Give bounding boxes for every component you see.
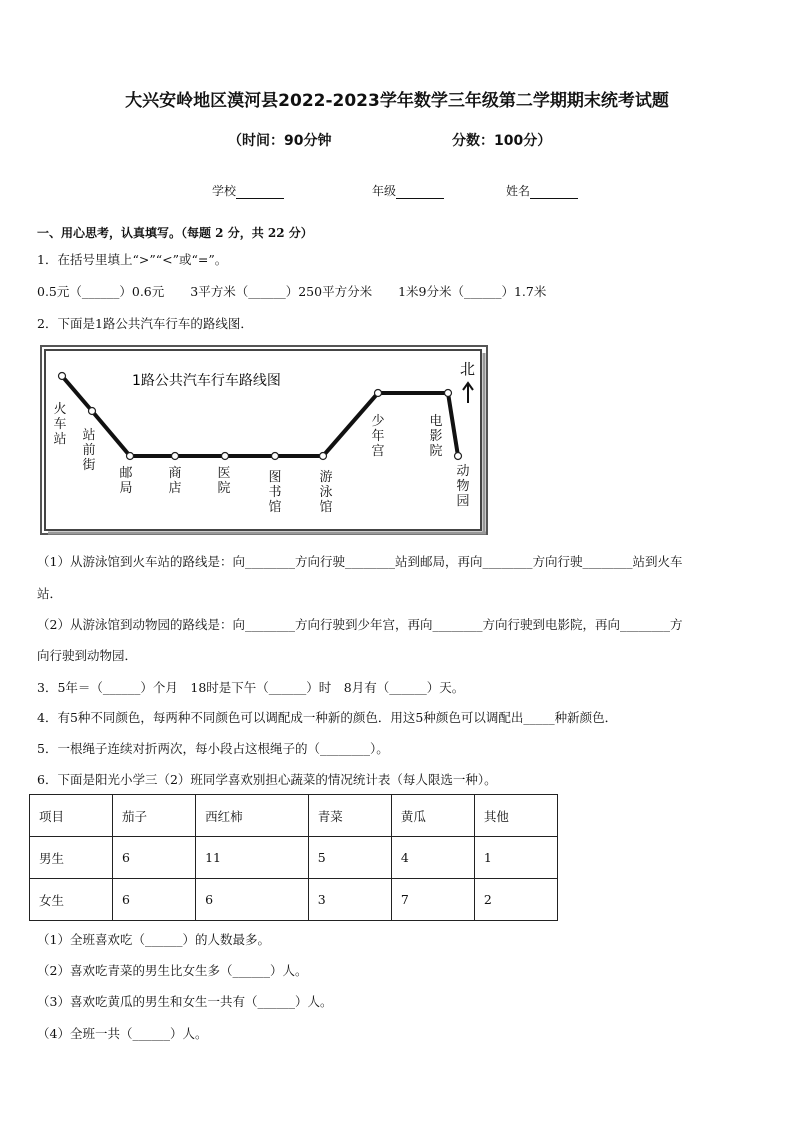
question-1-items <box>37 282 546 300</box>
table-cell: 男生 <box>30 837 113 879</box>
station-dot <box>172 453 179 460</box>
name-blank[interactable] <box>530 186 578 199</box>
north-label: 北 <box>460 360 476 378</box>
school-field <box>212 182 284 199</box>
table-cell: 3 <box>308 879 391 921</box>
station-label-tushuguan: 图书馆 <box>268 470 282 515</box>
section-heading: 一、用心思考，认真填写。（每题 2 分，共 22 分） <box>37 226 313 240</box>
table-header-cell: 茄子 <box>113 795 196 837</box>
station-label-shangdian: 商店 <box>168 466 182 496</box>
question-6-sub1: （1）全班喜欢吃（______）的人数最多。 <box>37 932 270 947</box>
table-row <box>30 837 558 879</box>
question-1: 1．在括号里填上“>”“<”或“=”。 <box>37 252 228 267</box>
q1-item: 0.5元（______）0.6元 <box>37 284 165 299</box>
table-header-cell: 西红柿 <box>196 795 309 837</box>
station-label-youyongguan: 游泳馆 <box>319 470 333 515</box>
table-cell: 2 <box>474 879 557 921</box>
station-label-youju: 邮局 <box>119 466 133 496</box>
station-label-dianyingyuan: 电影院 <box>429 414 443 459</box>
table-cell: 1 <box>474 837 557 879</box>
station-dot <box>455 453 462 460</box>
station-label-huochezhan: 火车站 <box>53 402 67 447</box>
page-title: 大兴安岭地区漠河县2022-2023学年数学三年级第二学期期末统考试题 <box>125 91 669 111</box>
station-dot <box>320 453 327 460</box>
station-dot <box>445 390 452 397</box>
question-2-sub2: （2）从游泳馆到动物园的路线是：向________方向行驶到少年宫，再向________方向行驶到电影院，再向________方 <box>37 617 683 632</box>
table-header-cell: 其他 <box>474 795 557 837</box>
question-2: 2．下面是1路公共汽车行车的路线图． <box>37 316 253 331</box>
question-5: 5．一根绳子连续对折两次，每小段占这根绳子的（________）。 <box>37 741 389 756</box>
table-header-cell: 青菜 <box>308 795 391 837</box>
school-label: 学校 <box>212 184 237 198</box>
table-cell: 7 <box>391 879 474 921</box>
station-dot <box>272 453 279 460</box>
station-dot <box>127 453 134 460</box>
table-cell: 11 <box>196 837 309 879</box>
question-2-sub1: （1）从游泳馆到火车站的路线是：向________方向行驶________站到邮局，再向________方向行驶________站到火车 <box>37 554 683 569</box>
question-4: 4．有5种不同颜色，每两种不同颜色可以调配成一种新的颜色．用这5种颜色可以调配出_____种新颜色． <box>37 710 618 725</box>
exam-time: （时间：90分钟 <box>228 133 332 149</box>
table-cell: 6 <box>113 837 196 879</box>
name-label: 姓名 <box>506 184 531 198</box>
question-2-sub1-cont: 站． <box>37 586 63 601</box>
q1-item: 1米9分米（______）1.7米 <box>398 284 547 299</box>
station-label-zhanqianjie: 站前街 <box>82 428 96 473</box>
exam-score: 分数：100分） <box>452 133 552 149</box>
station-dot <box>59 373 66 380</box>
bus-route-map <box>40 345 488 535</box>
grade-field <box>372 182 444 199</box>
station-dot <box>89 408 96 415</box>
table-header-row <box>30 795 558 837</box>
question-6: 6．下面是阳光小学三（2）班同学喜欢别担心蔬菜的情况统计表（每人限选一种）。 <box>37 772 497 787</box>
vegetable-stats-table <box>29 794 558 921</box>
question-6-sub3: （3）喜欢吃黄瓜的男生和女生一共有（______）人。 <box>37 994 333 1009</box>
station-label-dongwuyuan: 动物园 <box>456 464 470 509</box>
q1-item: 3平方米（______）250平方分米 <box>190 284 373 299</box>
table-cell: 5 <box>308 837 391 879</box>
question-6-sub2: （2）喜欢吃青菜的男生比女生多（______）人。 <box>37 963 308 978</box>
station-dot <box>375 390 382 397</box>
school-blank[interactable] <box>236 186 284 199</box>
station-label-shaoniangong: 少年宫 <box>371 414 385 459</box>
station-label-yiyuan: 医院 <box>217 466 231 496</box>
table-cell: 6 <box>196 879 309 921</box>
table-cell: 6 <box>113 879 196 921</box>
map-title: 1路公共汽车行车路线图 <box>132 373 281 389</box>
table-header-cell: 项目 <box>30 795 113 837</box>
question-6-sub4: （4）全班一共（______）人。 <box>37 1026 208 1041</box>
table-row <box>30 879 558 921</box>
question-3: 3．5年＝（______）个月 18时是下午（______）时 8月有（______）天。 <box>37 680 465 695</box>
grade-label: 年级 <box>372 184 397 198</box>
name-field <box>506 182 578 199</box>
station-dot <box>222 453 229 460</box>
table-header-cell: 黄瓜 <box>391 795 474 837</box>
table-cell: 4 <box>391 837 474 879</box>
grade-blank[interactable] <box>396 186 444 199</box>
question-2-sub2-cont: 向行驶到动物园． <box>37 648 138 663</box>
table-cell: 女生 <box>30 879 113 921</box>
